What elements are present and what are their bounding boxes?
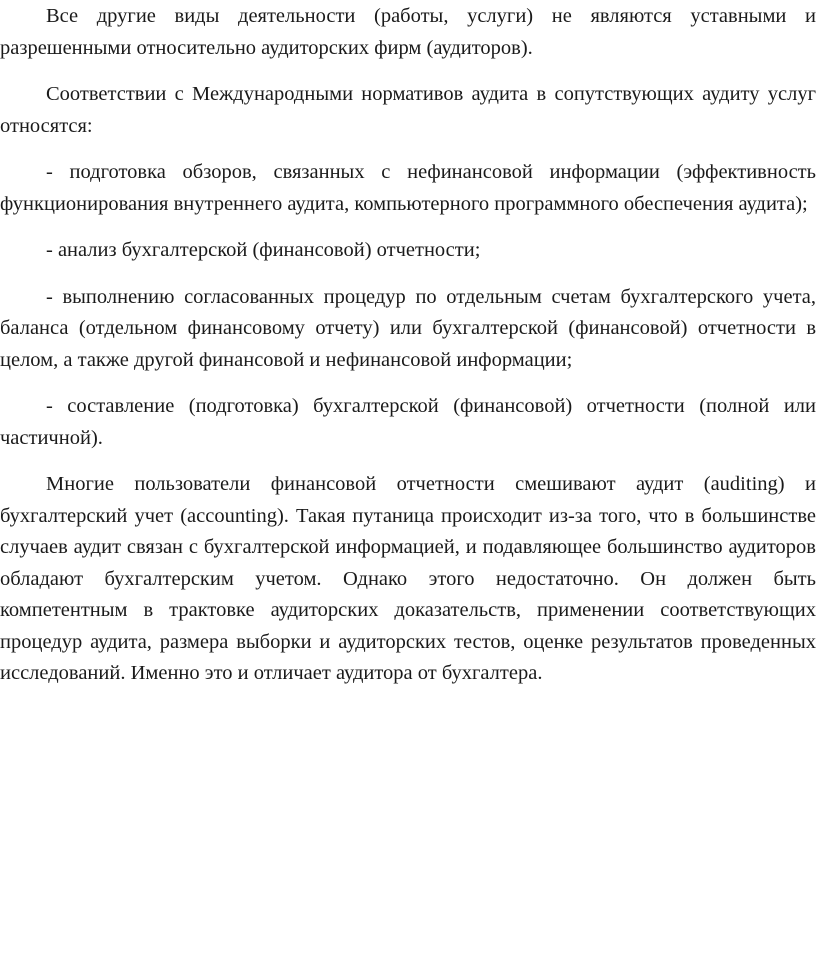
document-body <box>0 1 816 690</box>
list-item-agreed-procedures: - выполнению согласованных процедур по отдельным счетам бухгалтерского учета, баланса (отдельном финансовому отчету) или бухгалтерской (финансовой) отчетности в целом, а также другой финансовой и нефинансовой информации; <box>0 285 816 371</box>
list-item-review-preparation: - подготовка обзоров, связанных с нефинансовой информации (эффективность функционирования внутреннего аудита, компьютерного программного обеспечения аудита); <box>0 161 816 215</box>
paragraph-related-services-intro: Соответствии с Международными нормативов аудита в сопутствующих аудиту услуг относятся: <box>0 83 816 137</box>
paragraph-audit-vs-accounting: Многие пользователи финансовой отчетности смешивают аудит (auditing) и бухгалтерский учет (accounting). Такая путаница происходит из-за того, что в большинстве случаев аудит связан с бухгалтерской информацией, и подавляющее большинство аудиторов обладают бухгалтерским учетом. Однако этого недостаточно. Он должен быть компетентным в трактовке аудиторских доказательств, применении соответствующих процедур аудита, размера выборки и аудиторских тестов, оценке результатов проведенных исследований. Именно это и отличает аудитора от бухгалтера. <box>0 473 816 684</box>
list-item-statement-analysis: - анализ бухгалтерской (финансовой) отчетности; <box>46 239 481 261</box>
list-item-statement-compilation: - составление (подготовка) бухгалтерской (финансовой) отчетности (полной или частичной). <box>0 395 816 449</box>
paragraph-services-status: Все другие виды деятельности (работы, услуги) не являются уставными и разрешенными относительно аудиторских фирм (аудиторов). <box>0 5 816 59</box>
